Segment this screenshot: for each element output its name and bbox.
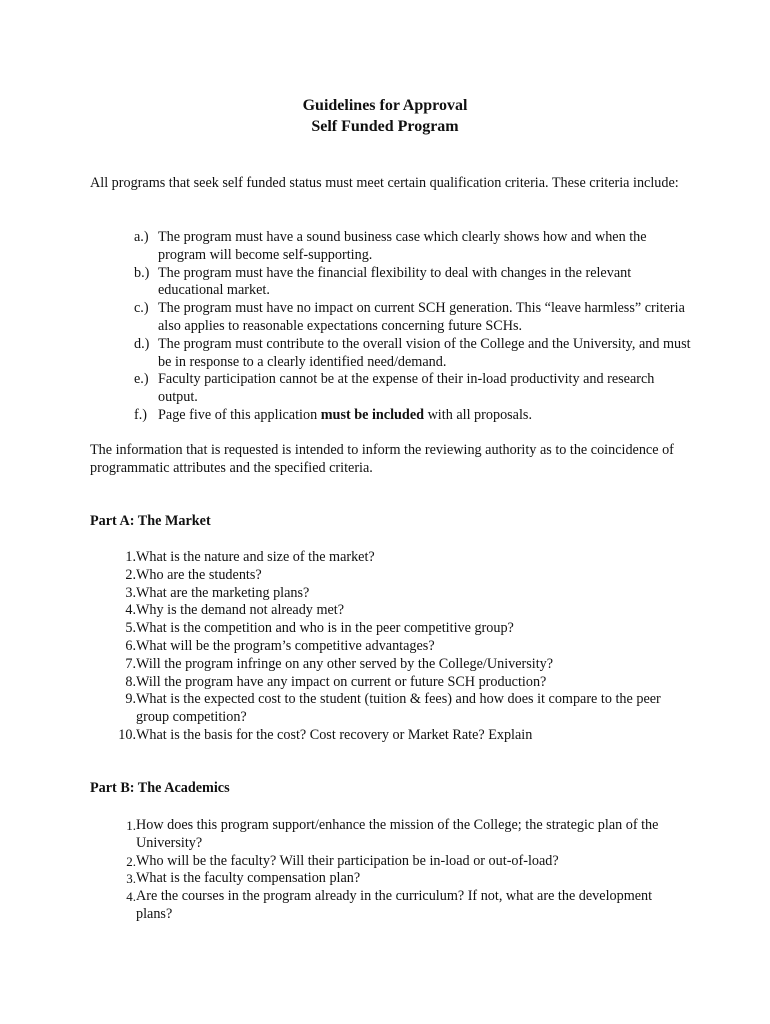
- title-line-2: Self Funded Program: [311, 118, 459, 135]
- criteria-label: c.): [134, 300, 149, 317]
- criteria-list: [134, 229, 694, 425]
- criteria-text: [158, 407, 532, 425]
- list-item: [108, 727, 688, 745]
- list-item: [108, 888, 688, 924]
- list-item: [108, 691, 688, 727]
- item-number: 1.: [126, 818, 136, 833]
- item-number: 3.: [125, 584, 136, 601]
- list-item: [108, 870, 688, 888]
- list-item: [108, 853, 688, 871]
- criteria-label: f.): [134, 406, 147, 423]
- title-line-1: Guidelines for Approval: [302, 97, 468, 114]
- criteria-label: d.): [134, 335, 150, 352]
- item-number: 4.: [125, 602, 136, 619]
- criteria-item: [134, 336, 694, 372]
- list-item: [108, 602, 688, 620]
- document-title: [0, 95, 770, 137]
- list-item: [108, 620, 688, 638]
- criteria-item: [134, 407, 694, 425]
- criteria-label: e.): [134, 371, 149, 388]
- criteria-item: [134, 300, 694, 336]
- item-text: What are the marketing plans?: [136, 584, 310, 601]
- criteria-text: The program must have the financial flexibility to deal with changes in the relevant educational market.: [158, 264, 632, 299]
- item-text: Why is the demand not already met?: [136, 602, 345, 619]
- item-number: 2.: [126, 853, 136, 869]
- item-text: Will the program have any impact on current or future SCH production?: [136, 673, 547, 690]
- item-number: 8.: [125, 673, 136, 690]
- item-text: Will the program infringe on any other served by the College/University?: [136, 655, 554, 672]
- item-number: 2.: [125, 566, 136, 583]
- list-item: [108, 549, 688, 567]
- part-b-list: [108, 817, 688, 924]
- list-item: [108, 638, 688, 656]
- item-text: What will be the program’s competitive advantages?: [136, 637, 435, 654]
- item-text: Who are the students?: [136, 566, 262, 583]
- item-text: What is the basis for the cost? Cost recovery or Market Rate? Explain: [136, 726, 533, 743]
- criteria-text-before: Page five of this application: [158, 406, 321, 423]
- info-paragraph: The information that is requested is intended to inform the reviewing authority as to the coincidence of programmatic attributes and the specified criteria.: [90, 442, 674, 476]
- criteria-text: The program must contribute to the overall vision of the College and the University, and must be in response to a clearly identified need/demand.: [158, 335, 691, 370]
- item-number: 1.: [125, 549, 136, 565]
- criteria-text: The program must have a sound business case which clearly shows how and when the program will become self-supporting.: [158, 229, 647, 263]
- item-text: What is the nature and size of the market?: [136, 549, 375, 565]
- part-a-heading: Part A: The Market: [90, 513, 211, 529]
- item-text: What is the competition and who is in the peer competitive group?: [136, 620, 514, 637]
- list-item: [108, 817, 688, 853]
- list-item: [108, 656, 688, 674]
- intro-paragraph: All programs that seek self funded status must meet certain qualification criteria. These criteria include:: [90, 175, 679, 191]
- criteria-text: Faculty participation cannot be at the expense of their in-load productivity and research output.: [158, 371, 655, 406]
- item-text: What is the expected cost to the student (tuition & fees) and how does it compare to the peer group competition?: [136, 691, 661, 726]
- item-number: 4.: [126, 889, 136, 905]
- item-number: 5.: [125, 620, 136, 637]
- item-number: 10.: [118, 726, 136, 743]
- criteria-item: [134, 371, 694, 407]
- criteria-item: [134, 229, 694, 265]
- item-number: 9.: [125, 691, 136, 708]
- item-number: 7.: [125, 655, 136, 672]
- part-a-list: [108, 549, 688, 745]
- criteria-item: [134, 265, 694, 301]
- item-number: 6.: [125, 637, 136, 654]
- item-text: Who will be the faculty? Will their participation be in-load or out-of-load?: [136, 852, 559, 869]
- criteria-label: a.): [134, 229, 149, 245]
- criteria-label: b.): [134, 264, 150, 281]
- item-text: How does this program support/enhance the mission of the College; the strategic plan of the University?: [136, 817, 659, 851]
- criteria-text-bold: must be included: [320, 406, 425, 423]
- list-item: [108, 674, 688, 692]
- list-item: [108, 585, 688, 603]
- item-text: Are the courses in the program already in the curriculum? If not, what are the development plans?: [136, 888, 653, 922]
- criteria-text-after: with all proposals.: [424, 406, 532, 423]
- criteria-text: The program must have no impact on current SCH generation. This “leave harmless” criteria also applies to reasonable expectations concerning future SCHs.: [158, 300, 685, 334]
- item-number: 3.: [126, 871, 136, 887]
- list-item: [108, 567, 688, 585]
- part-b-heading: Part B: The Academics: [90, 780, 230, 796]
- item-text: What is the faculty compensation plan?: [136, 870, 361, 887]
